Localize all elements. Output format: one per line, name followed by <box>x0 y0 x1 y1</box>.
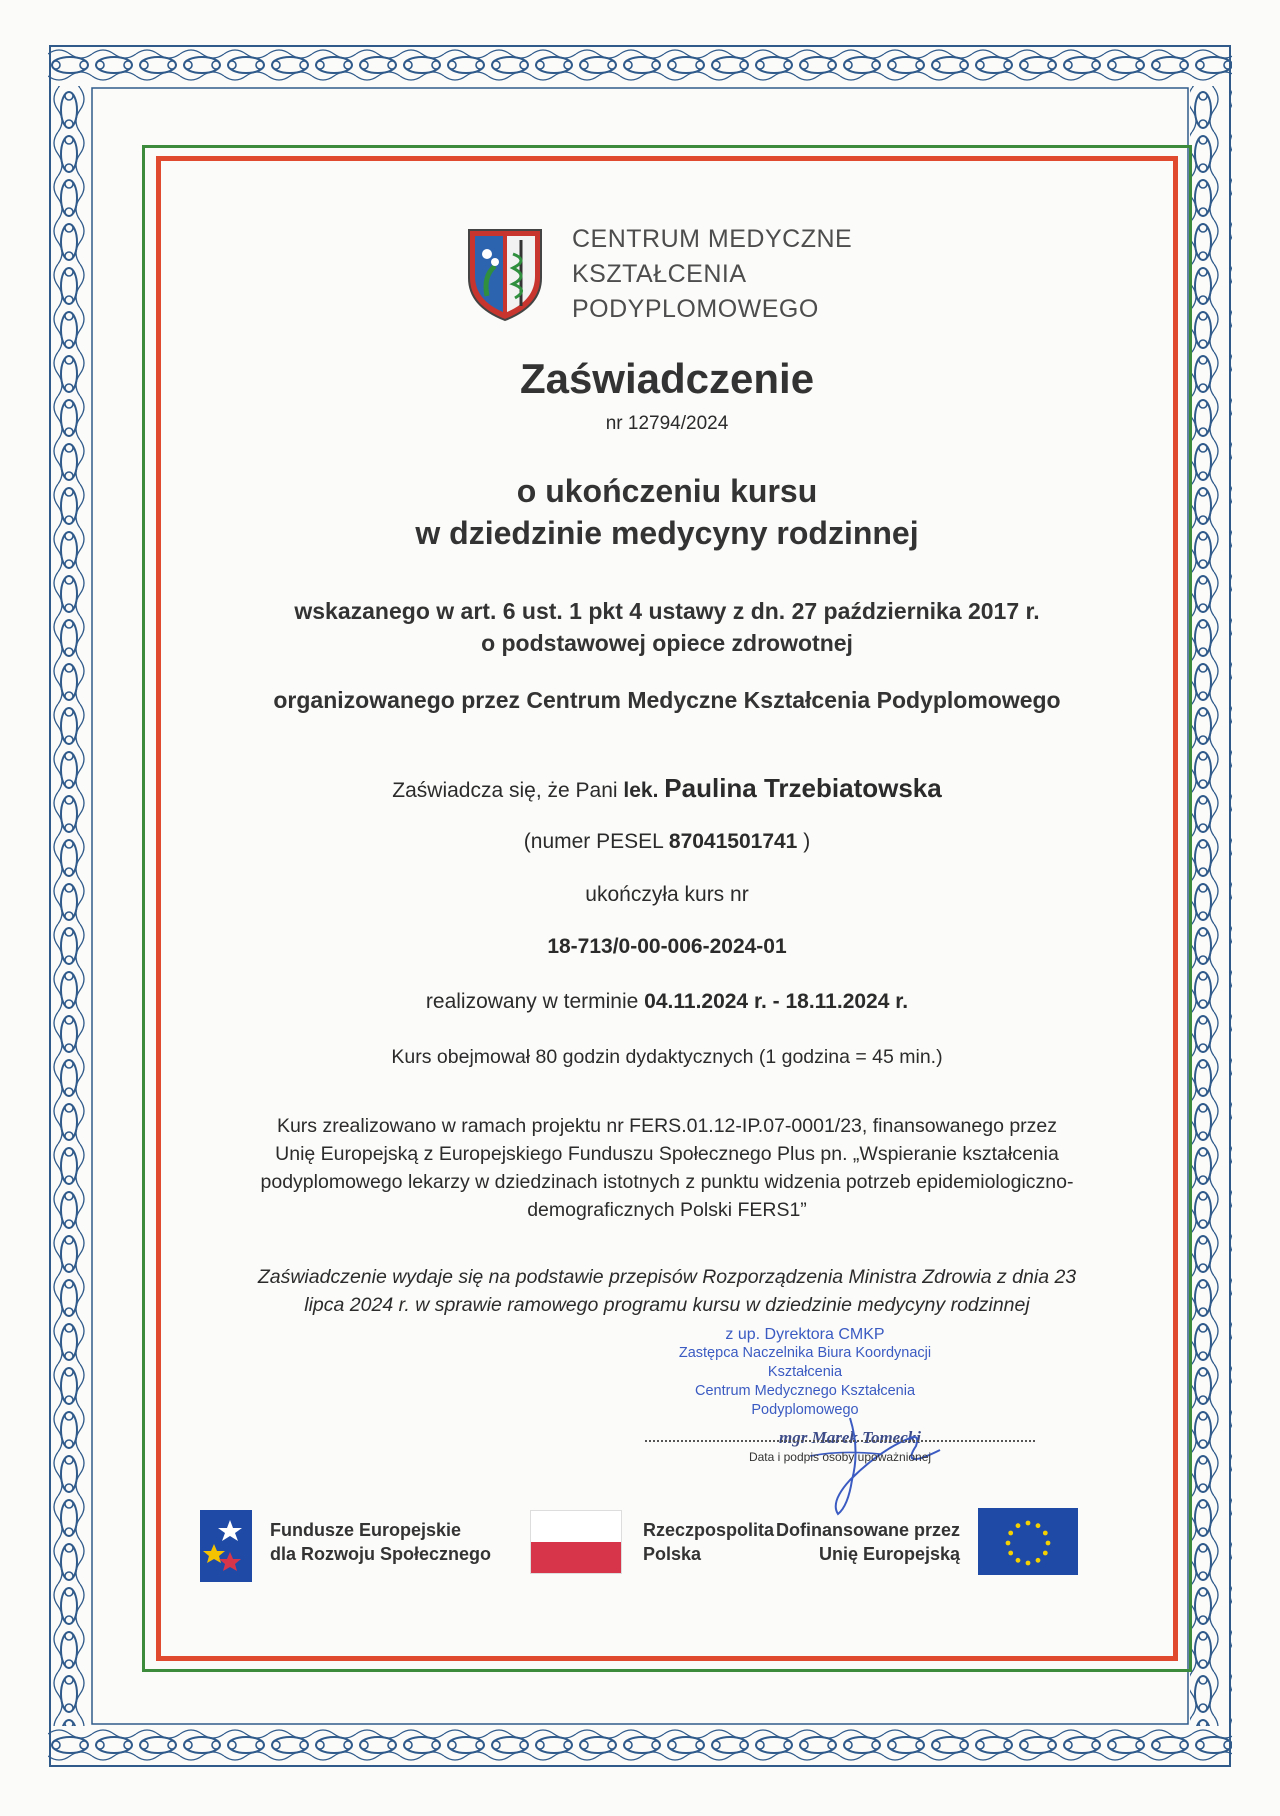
fundusze-europejskie-logo <box>200 1510 252 1582</box>
person-line <box>170 773 1164 804</box>
legal-basis <box>170 595 1164 659</box>
project-line: podyplomowego lekarzy w dziedzinach istotnych z punktu widzenia potrzeb epidemiologiczno- <box>260 1171 1074 1193</box>
eu-line: Unię Europejską <box>818 1544 960 1564</box>
stamp-line: Centrum Medycznego Kształcenia Podyplomowego <box>694 1383 916 1418</box>
official-stamp <box>640 1325 970 1420</box>
certificate-number-value: 12794/2024 <box>627 413 729 434</box>
institution-name-line: KSZTAŁCENIA <box>572 260 747 288</box>
pesel-prefix: (numer PESEL <box>523 830 664 853</box>
institution-name <box>572 222 852 327</box>
certificate-number-prefix: nr <box>605 413 623 434</box>
institution-name-line: CENTRUM MEDYCZNE <box>572 225 853 253</box>
course-period <box>170 990 1164 1014</box>
fundusze-europejskie-text <box>270 1518 491 1566</box>
pesel-suffix: ) <box>803 830 811 853</box>
eu-line: Dofinansowane przez <box>775 1520 960 1540</box>
course-hours: Kurs obejmował 80 godzin dydaktycznych (1 godzina = 45 min.) <box>391 1046 943 1068</box>
person-name: Paulina Trzebiatowska <box>664 773 942 803</box>
handwritten-signature <box>790 1410 960 1520</box>
fe-line: dla Rozwoju Społecznego <box>270 1544 492 1564</box>
institution-name-line: PODYPLOMOWEGO <box>572 295 819 323</box>
period-prefix: realizowany w terminie <box>425 990 639 1013</box>
legal-statement <box>170 1263 1164 1319</box>
certificate-subtitle <box>170 470 1164 554</box>
rzeczpospolita-text <box>643 1518 774 1566</box>
subtitle-line: o ukończeniu kursu <box>516 473 818 509</box>
cmkp-shield-logo <box>465 226 545 324</box>
certificate-title: Zaświadczenie <box>519 355 815 402</box>
legal-line: Zaświadczenie wydaje się na podstawie przepisów Rozporządzenia Ministra Zdrowia z dnia 23 <box>257 1266 1077 1288</box>
eu-flag <box>978 1508 1078 1575</box>
pesel-number: 87041501741 <box>668 830 798 853</box>
legal-line: lipca 2024 r. w sprawie ramowego programu kursu w dziedzinie medycyny rodzinnej <box>304 1294 1030 1316</box>
course-number: 18-713/0-00-006-2024-01 <box>547 935 787 958</box>
completed-label: ukończyła kurs nr <box>585 883 749 906</box>
pesel-line <box>170 830 1164 854</box>
organizer: organizowanego przez Centrum Medyczne Kształcenia Podyplomowego <box>273 687 1061 713</box>
rp-line: Polska <box>643 1544 702 1564</box>
certificate-number <box>170 413 1164 435</box>
eu-funding-text <box>760 1518 960 1566</box>
project-line: demograficznych Polski FERS1” <box>527 1199 807 1221</box>
legal-basis-line: o podstawowej opiece zdrowotnej <box>481 630 853 656</box>
project-info <box>170 1112 1164 1224</box>
stamp-line: z up. Dyrektora CMKP <box>725 1326 885 1343</box>
signature-line <box>645 1440 1035 1442</box>
signature-caption: Data i podpis osoby upoważnionej <box>748 1450 932 1464</box>
subtitle-line: w dziedzinie medycyny rodzinnej <box>415 515 919 551</box>
legal-basis-line: wskazanego w art. 6 ust. 1 pkt 4 ustawy z dn. 27 października 2017 r. <box>294 598 1040 624</box>
person-intro: Zaświadcza się, że Pani <box>392 779 618 802</box>
rp-line: Rzeczpospolita <box>643 1520 775 1540</box>
stamp-line: Zastępca Naczelnika Biura Koordynacji Kształcenia <box>678 1345 932 1380</box>
signer-name: mgr Marek Tomecki <box>779 1428 921 1447</box>
fe-line: Fundusze Europejskie <box>270 1520 462 1540</box>
certificate-content <box>170 170 1164 1650</box>
period-dates: 04.11.2024 r. - 18.11.2024 r. <box>644 990 909 1013</box>
project-line: Kurs zrealizowano w ramach projektu nr FERS.01.12-IP.07-0001/23, finansowanego przez <box>276 1115 1058 1137</box>
project-line: Unię Europejską z Europejskiego Funduszu Społecznego Plus pn. „Wspieranie kształcenia <box>275 1143 1059 1165</box>
polish-flag <box>530 1510 622 1574</box>
person-title: lek. <box>623 779 659 802</box>
